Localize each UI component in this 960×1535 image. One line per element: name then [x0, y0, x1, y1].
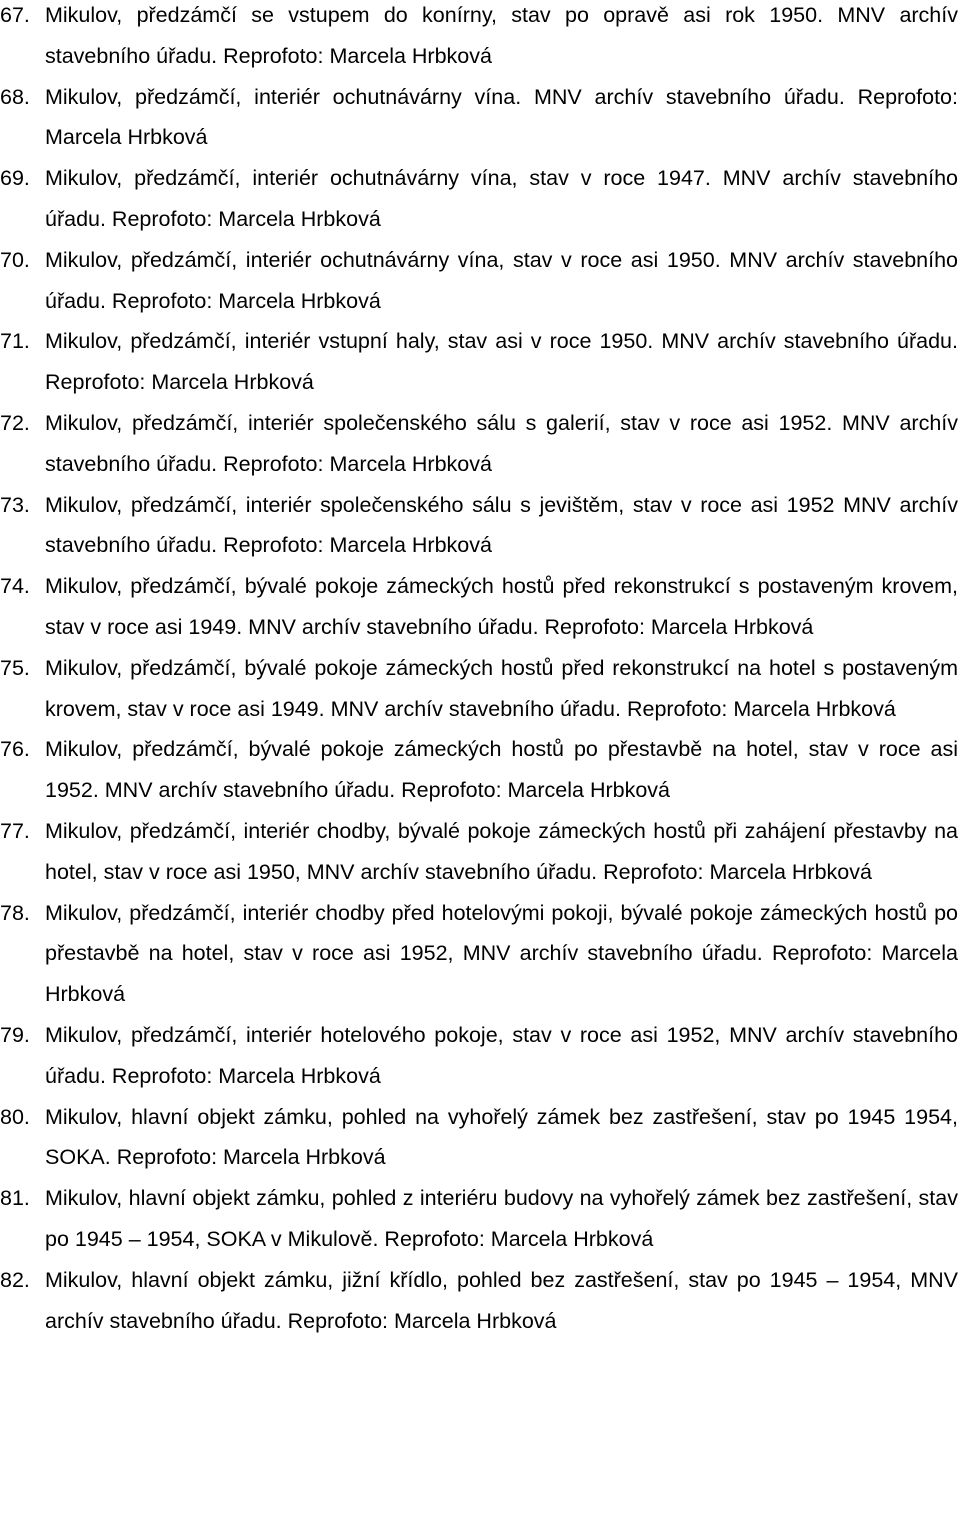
list-item	[0, 485, 960, 567]
item-number: 75.	[0, 655, 30, 680]
item-number: 72.	[0, 410, 30, 435]
list-item	[0, 158, 960, 240]
item-number: 82.	[0, 1267, 30, 1292]
item-caption: Mikulov, předzámčí, interiér společenského sálu s jevištěm, stav v roce asi 1952 MNV archív stavebního úřadu. Reprofoto: Marcela Hrbková	[45, 492, 958, 558]
item-number: 76.	[0, 737, 30, 762]
item-caption: Mikulov, předzámčí, bývalé pokoje zámeckých hostů po přestavbě na hotel, stav v roce asi 1952. MNV archív stavebního úřadu. Reprofoto: Marcela Hrbková	[45, 737, 958, 803]
list-item	[0, 1097, 960, 1179]
item-number: 78.	[0, 900, 30, 925]
item-number: 71.	[0, 329, 30, 354]
item-caption: Mikulov, předzámčí, interiér společenského sálu s galerií, stav v roce asi 1952. MNV archív stavebního úřadu. Reprofoto: Marcela Hrbková	[45, 410, 958, 476]
list-item	[0, 1178, 960, 1260]
list-item	[0, 811, 960, 893]
item-caption: Mikulov, předzámčí, interiér ochutnávárny vína, stav v roce asi 1950. MNV archív stavebního úřadu. Reprofoto: Marcela Hrbková	[45, 247, 958, 313]
item-caption: Mikulov, předzámčí, interiér ochutnávárny vína. MNV archív stavebního úřadu. Reprofoto: Marcela Hrbková	[45, 84, 958, 150]
item-caption: Mikulov, předzámčí, interiér chodby před hotelovými pokoji, bývalé pokoje zámeckých hostů po přestavbě na hotel, stav v roce asi 1952, MNV archív stavebního úřadu. Reprofoto: Marcela Hrbková	[45, 900, 958, 1007]
item-number: 69.	[0, 166, 30, 191]
list-item	[0, 1015, 960, 1097]
item-number: 80.	[0, 1104, 30, 1129]
item-caption: Mikulov, předzámčí, interiér ochutnávárny vína, stav v roce 1947. MNV archív stavebního úřadu. Reprofoto: Marcela Hrbková	[45, 166, 958, 231]
item-caption: Mikulov, předzámčí, interiér hotelového pokoje, stav v roce asi 1952, MNV archív stavebního úřadu. Reprofoto: Marcela Hrbková	[45, 1022, 958, 1088]
item-caption: Mikulov, předzámčí, bývalé pokoje zámeckých hostů před rekonstrukcí na hotel s postaveným krovem, stav v roce asi 1949. MNV archív stavebního úřadu. Reprofoto: Marcela Hrbková	[45, 655, 958, 721]
item-number: 67.	[0, 3, 30, 27]
list-item	[0, 321, 960, 403]
list-item	[0, 648, 960, 730]
item-number: 68.	[0, 84, 30, 109]
item-caption: Mikulov, předzámčí, interiér vstupní haly, stav asi v roce 1950. MNV archív stavebního úřadu. Reprofoto: Marcela Hrbková	[45, 329, 958, 395]
item-number: 70.	[0, 247, 30, 272]
item-number: 77.	[0, 818, 30, 843]
item-number: 81.	[0, 1186, 30, 1211]
item-caption: Mikulov, hlavní objekt zámku, jižní křídlo, pohled bez zastřešení, stav po 1945 – 1954, MNV archív stavebního úřadu. Reprofoto: Marcela Hrbková	[45, 1267, 958, 1333]
list-item	[0, 240, 960, 322]
list-item	[0, 403, 960, 485]
list-item	[0, 0, 960, 77]
item-caption: Mikulov, hlavní objekt zámku, pohled na vyhořelý zámek bez zastřešení, stav po 1945 1954, SOKA. Reprofoto: Marcela Hrbková	[45, 1104, 958, 1170]
list-item	[0, 893, 960, 1015]
list-item	[0, 566, 960, 648]
list-item	[0, 77, 960, 159]
item-number: 79.	[0, 1022, 30, 1047]
item-caption: Mikulov, předzámčí, bývalé pokoje zámeckých hostů před rekonstrukcí s postaveným krovem, stav v roce asi 1949. MNV archív stavebního úřadu. Reprofoto: Marcela Hrbková	[45, 574, 958, 639]
item-number: 73.	[0, 492, 30, 517]
list-item	[0, 729, 960, 811]
list-item	[0, 1260, 960, 1342]
item-number: 74.	[0, 574, 30, 599]
item-caption: Mikulov, předzámčí, interiér chodby, bývalé pokoje zámeckých hostů při zahájení přestavby na hotel, stav v roce asi 1950, MNV archív stavebního úřadu. Reprofoto: Marcela Hrbková	[45, 818, 958, 884]
item-caption: Mikulov, předzámčí se vstupem do konírny, stav po opravě asi rok 1950. MNV archív stavebního úřadu. Reprofoto: Marcela Hrbková	[45, 3, 958, 68]
item-caption: Mikulov, hlavní objekt zámku, pohled z interiéru budovy na vyhořelý zámek bez zastřešení, stav po 1945 – 1954, SOKA v Mikulově. Reprofoto: Marcela Hrbková	[45, 1186, 958, 1251]
